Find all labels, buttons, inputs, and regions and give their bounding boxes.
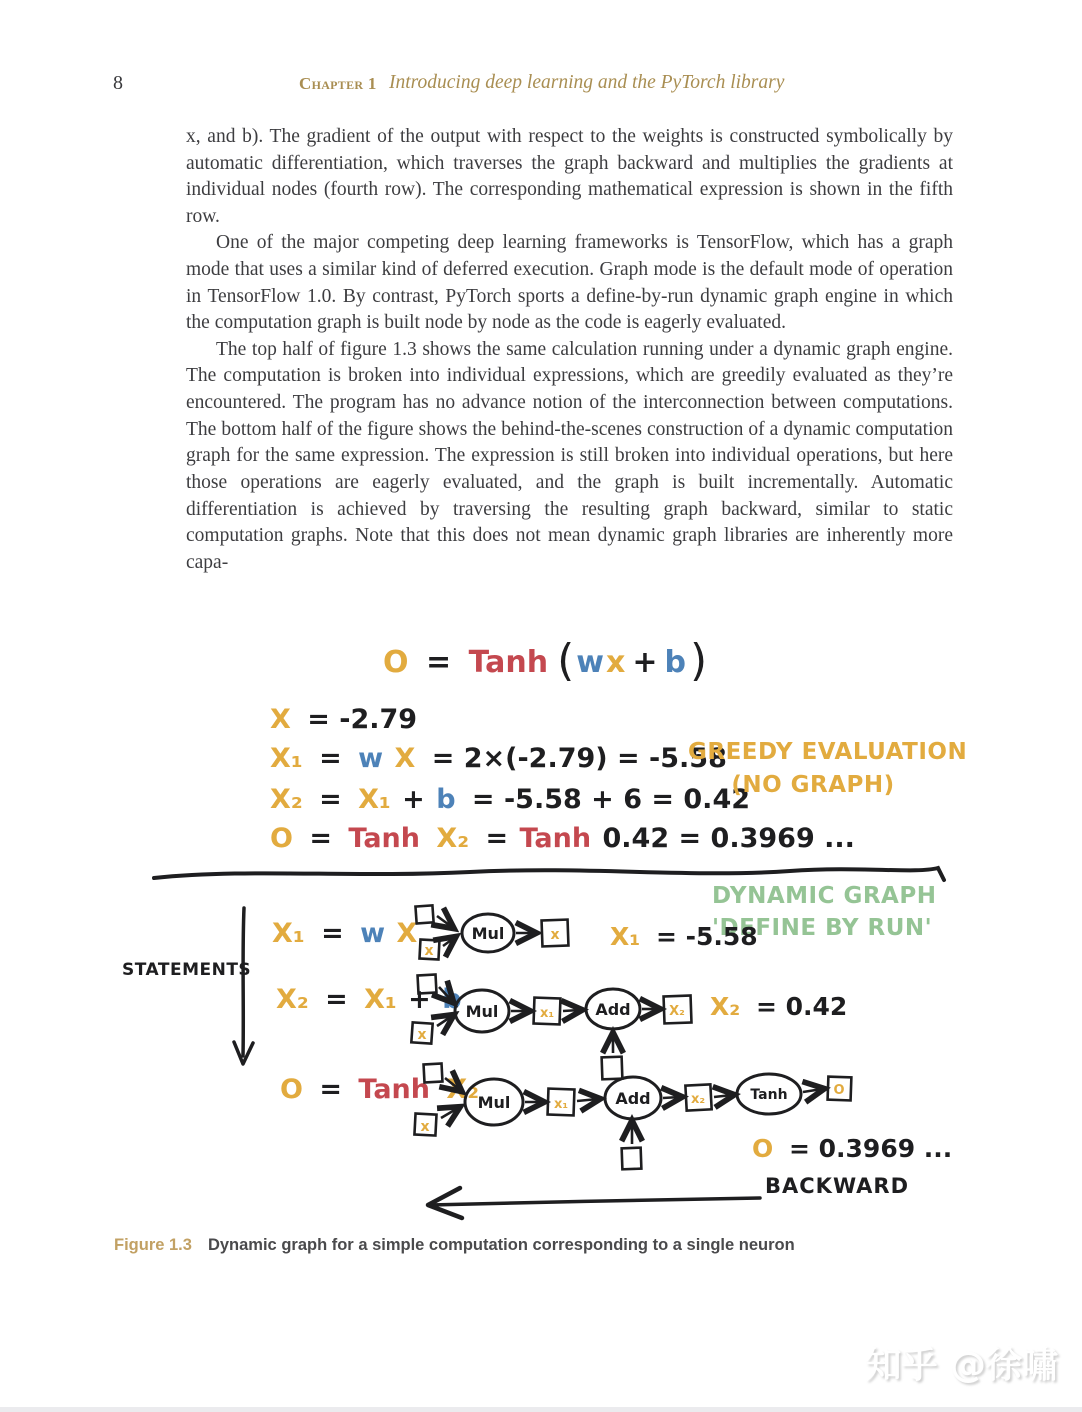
arrow xyxy=(437,1016,452,1026)
eq2-eq: = xyxy=(319,743,342,774)
arrow xyxy=(803,1089,822,1092)
result-2 xyxy=(710,992,854,1021)
chapter-title: Introducing deep learning and the PyTorch library xyxy=(389,72,785,93)
divider-stroke xyxy=(154,868,944,880)
arrow xyxy=(663,1097,680,1098)
arrow xyxy=(437,916,452,927)
input-box-w xyxy=(415,905,433,923)
greedy-label-line2: (NO GRAPH) xyxy=(731,772,895,799)
equation-3 xyxy=(270,784,757,815)
chapter-label: Chapter 1 xyxy=(299,74,377,93)
result-1 xyxy=(610,922,765,951)
eq3-rest: = -5.58 + 6 = 0.42 xyxy=(471,784,751,815)
graph-row-1 xyxy=(410,902,585,978)
stmt2-x2: X₂ xyxy=(276,984,309,1015)
mul-node-label: Mul xyxy=(477,1093,511,1112)
output-box-label: X₂ xyxy=(669,1004,685,1019)
stmt1-eq: = xyxy=(321,918,344,949)
eq3-plus: + xyxy=(402,784,425,815)
stmt3-eq: = xyxy=(319,1074,342,1105)
arrow-shaft xyxy=(430,1198,760,1205)
input-box-b xyxy=(622,1148,642,1170)
arrow xyxy=(441,1108,458,1118)
output-box-label: x xyxy=(550,927,560,943)
equation-4 xyxy=(270,823,862,854)
paragraph-1: x, and b). The gradient of the output with respect to the weights is constructed symbolically by automatic differentiation, which traverses the graph backward and multiplies the gradients at individual nodes (fourth row). The corresponding mathematical expression is shown in the fifth row. xyxy=(186,126,953,227)
stmt1-x1: X₁ xyxy=(272,918,305,949)
eq2-w: w xyxy=(358,743,384,774)
arrow xyxy=(563,1010,580,1011)
eq4-o: O xyxy=(270,823,293,854)
result2-x2: X₂ xyxy=(710,992,741,1021)
formula-plus: + xyxy=(632,645,658,680)
output-box-label: O xyxy=(833,1083,845,1098)
figure-1-3 xyxy=(100,622,982,1222)
result3-rest: = 0.3969 ... xyxy=(788,1134,953,1163)
result1-rest: = -5.58 xyxy=(655,922,758,951)
input-x-label: x xyxy=(420,1119,430,1135)
result2-rest: = 0.42 xyxy=(755,992,848,1021)
eq3-x1: X₁ xyxy=(358,784,391,815)
dynamic-label-line2: 'DEFINE BY RUN' xyxy=(712,915,933,942)
formula-lparen: ( xyxy=(557,635,575,686)
paragraph-3: The top half of figure 1.3 shows the same calculation running under a dynamic graph engine. The computation is broken into individual expressions, which are greedily evaluated as they’re encountered. The program has no advance notion of the interconnection between computations. The bottom half of the figure shows the behind-the-scenes construction of a dynamic computation graph for the same expression. The expression is still broken into individual operations, but here those operations are eagerly evaluated, and the graph is built incrementally. Automatic differentiation is achieved by traversing the resulting graph backward, similar to static computation graphs. Note that this does not mean dynamic graph libraries are inherently more capa- xyxy=(186,338,953,573)
formula-o: O xyxy=(383,645,409,680)
stmt1-w: w xyxy=(360,918,386,949)
eq1-rest: = -2.79 xyxy=(307,704,418,735)
eq3-eq: = xyxy=(319,784,342,815)
mid-box1-label: x₁ xyxy=(553,1097,569,1112)
watermark: 知乎 @徐嘯 xyxy=(865,1345,1058,1386)
stmt2-x1: X₁ xyxy=(364,984,397,1015)
bottom-bar xyxy=(0,1407,1082,1412)
caption-label: Figure 1.3 xyxy=(114,1236,192,1254)
eq4-tanh2: Tanh xyxy=(519,823,592,854)
mid-box-label: x₁ xyxy=(539,1006,555,1021)
formula-b: b xyxy=(664,645,686,680)
result-3 xyxy=(752,1134,959,1163)
input-x-label: x xyxy=(417,1027,427,1043)
eq3-x2: X₂ xyxy=(270,784,303,815)
statements-label: STATEMENTS xyxy=(122,960,252,980)
backward-arrow xyxy=(416,1180,764,1224)
formula-tanh: Tanh xyxy=(468,645,549,680)
stmt3-tanh: Tanh xyxy=(358,1074,430,1105)
formula-x: x xyxy=(606,645,626,680)
statements-down-arrow xyxy=(230,906,260,1088)
arrow xyxy=(714,1095,732,1097)
stmt3-x2: X₂ xyxy=(446,1074,480,1105)
page-number: 8 xyxy=(113,72,123,94)
eq2-x: X xyxy=(394,743,416,774)
mid-box2-label: x₂ xyxy=(690,1092,706,1107)
stmt3-o: O xyxy=(280,1074,303,1105)
greedy-label-line1: GREEDY EVALUATION xyxy=(688,739,968,765)
arrow xyxy=(443,938,454,946)
stmt2-eq: = xyxy=(325,984,348,1015)
formula-rparen: ) xyxy=(690,635,708,686)
eq4-rest: 0.42 = 0.3969 ... xyxy=(602,823,855,854)
formula-w: w xyxy=(576,645,605,680)
result3-o: O xyxy=(752,1134,774,1163)
arrow xyxy=(577,1099,598,1101)
statement-1 xyxy=(272,918,424,949)
arrow xyxy=(445,1078,460,1090)
eq4-tanh1: Tanh xyxy=(348,823,420,854)
arrow xyxy=(439,987,452,1001)
add-node-label: Add xyxy=(595,1000,631,1019)
equation-2 xyxy=(270,743,734,774)
paragraph-2: One of the major competing deep learning frameworks is TensorFlow, which has a graph mode that uses a similar kind of deferred execution. Graph mode is the default mode of operation in TensorFlow 1.0. By contrast, PyTorch sports a define-by-run dynamic graph engine in which the computation graph is built node by node as the code is eagerly evaluated. xyxy=(186,232,953,334)
input-x-label: x xyxy=(424,943,434,959)
backward-label: BACKWARD xyxy=(765,1174,910,1198)
eq2-x1: X₁ xyxy=(270,743,303,774)
input-box-w xyxy=(424,1064,443,1083)
stmt2-plus: + xyxy=(408,984,431,1015)
eq3-b: b xyxy=(436,784,456,815)
eq4-eq2: = xyxy=(485,823,509,854)
tanh-node-label: Tanh xyxy=(750,1087,788,1103)
graph-row-3 xyxy=(414,1056,869,1182)
eq4-eq: = xyxy=(309,823,332,854)
mul-node-label: Mul xyxy=(465,1002,499,1021)
greedy-evaluation-label xyxy=(688,736,968,803)
stmt2-b: b xyxy=(442,984,462,1015)
body-text xyxy=(186,124,953,576)
stmt1-x: X xyxy=(396,918,418,949)
neuron-formula xyxy=(383,632,709,686)
result1-x1: X₁ xyxy=(610,922,641,951)
caption-text: Dynamic graph for a simple computation corresponding to a single neuron xyxy=(207,1236,795,1254)
figure-caption xyxy=(114,1236,795,1255)
formula-eq: = xyxy=(425,645,452,680)
arrow-shaft xyxy=(243,908,244,1056)
add-node-label: Add xyxy=(615,1089,651,1108)
eq1-x: X xyxy=(270,704,291,735)
equation-1 xyxy=(270,704,424,735)
dynamic-label-line1: DYNAMIC GRAPH xyxy=(712,883,937,909)
input-box-w xyxy=(418,975,437,994)
mul-node-label: Mul xyxy=(471,924,505,943)
eq4-x2: X₂ xyxy=(436,823,470,854)
eq2-rest: = 2×(-2.79) = -5.58 xyxy=(431,743,727,774)
